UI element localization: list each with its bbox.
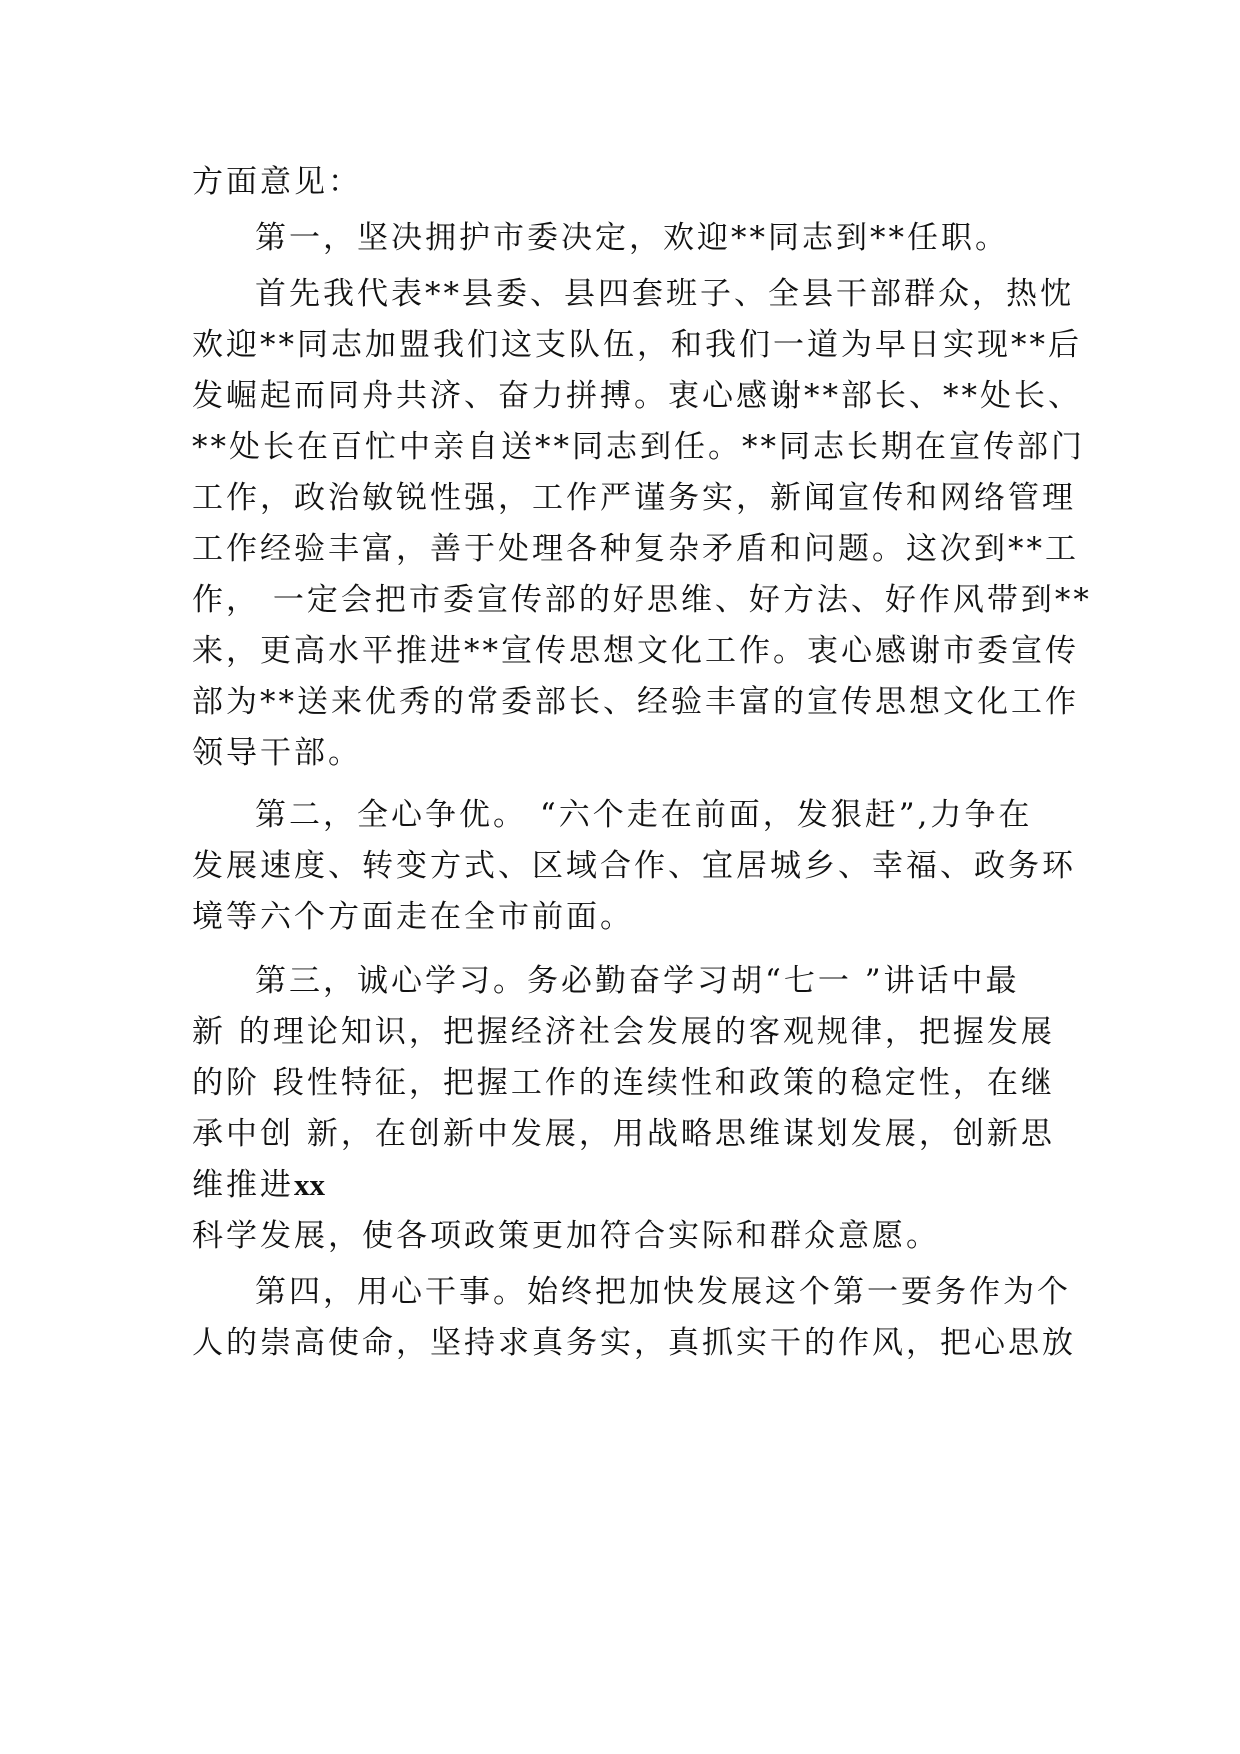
text-line: 发展速度、转变方式、区域合作、宜居城乡、幸福、政务环 [192,848,1076,884]
text-line-segment: 维推进 [192,1167,294,1203]
paragraph-heading: 第一，坚决拥护市委决定，欢迎**同志到**任职。 [255,220,1009,256]
text-line: 领导干部。 [192,735,362,771]
text-line: 部为**送来优秀的常委部长、经验丰富的宣传思想文化工作 [192,684,1079,720]
paragraph-heading: 第三，诚心学习。务必勤奋学习胡“七一 ”讲话中最 [255,963,1020,999]
text-line: 欢迎**同志加盟我们这支队伍，和我们一道为早日实现**后 [192,327,1082,363]
paragraph-heading: 第四，用心干事。始终把加快发展这个第一要务作为个 [255,1274,1071,1310]
xx-placeholder: xx [294,1167,325,1202]
text-line: 人的崇高使命，坚持求真务实，真抓实干的作风，把心思放 [192,1325,1076,1361]
text-line [192,1165,325,1205]
text-line: 发崛起而同舟共济、奋力拼搏。衷心感谢**部长、**处长、 [192,378,1082,414]
text-line: 工作经验丰富，善于处理各种复杂矛盾和问题。这次到**工 [192,531,1079,567]
text-line: 作， 一定会把市委宣传部的好思维、好方法、好作风带到** [192,582,1092,618]
text-line: 方面意见： [192,164,362,200]
text-line: 工作，政治敏锐性强，工作严谨务实，新闻宣传和网络管理 [192,480,1076,516]
text-line: 科学发展，使各项政策更加符合实际和群众意愿。 [192,1218,940,1254]
text-line: 首先我代表**县委、县四套班子、全县干部群众，热忱 [255,276,1074,312]
text-line: 来，更高水平推进**宣传思想文化工作。衷心感谢市委宣传 [192,633,1079,669]
paragraph-heading: 第二，全心争优。 “六个走在前面，发狠赶”,力争在 [255,797,1033,833]
text-line: 新 的理论知识，把握经济社会发展的客观规律，把握发展 [192,1014,1055,1050]
text-line: **处长在百忙中亲自送**同志到任。**同志长期在宣传部门 [192,429,1085,465]
text-line: 的阶 段性特征，把握工作的连续性和政策的稳定性，在继 [192,1065,1055,1101]
text-line: 境等六个方面走在全市前面。 [192,899,634,935]
text-line: 承中创 新，在创新中发展，用战略思维谋划发展，创新思 [192,1116,1055,1152]
